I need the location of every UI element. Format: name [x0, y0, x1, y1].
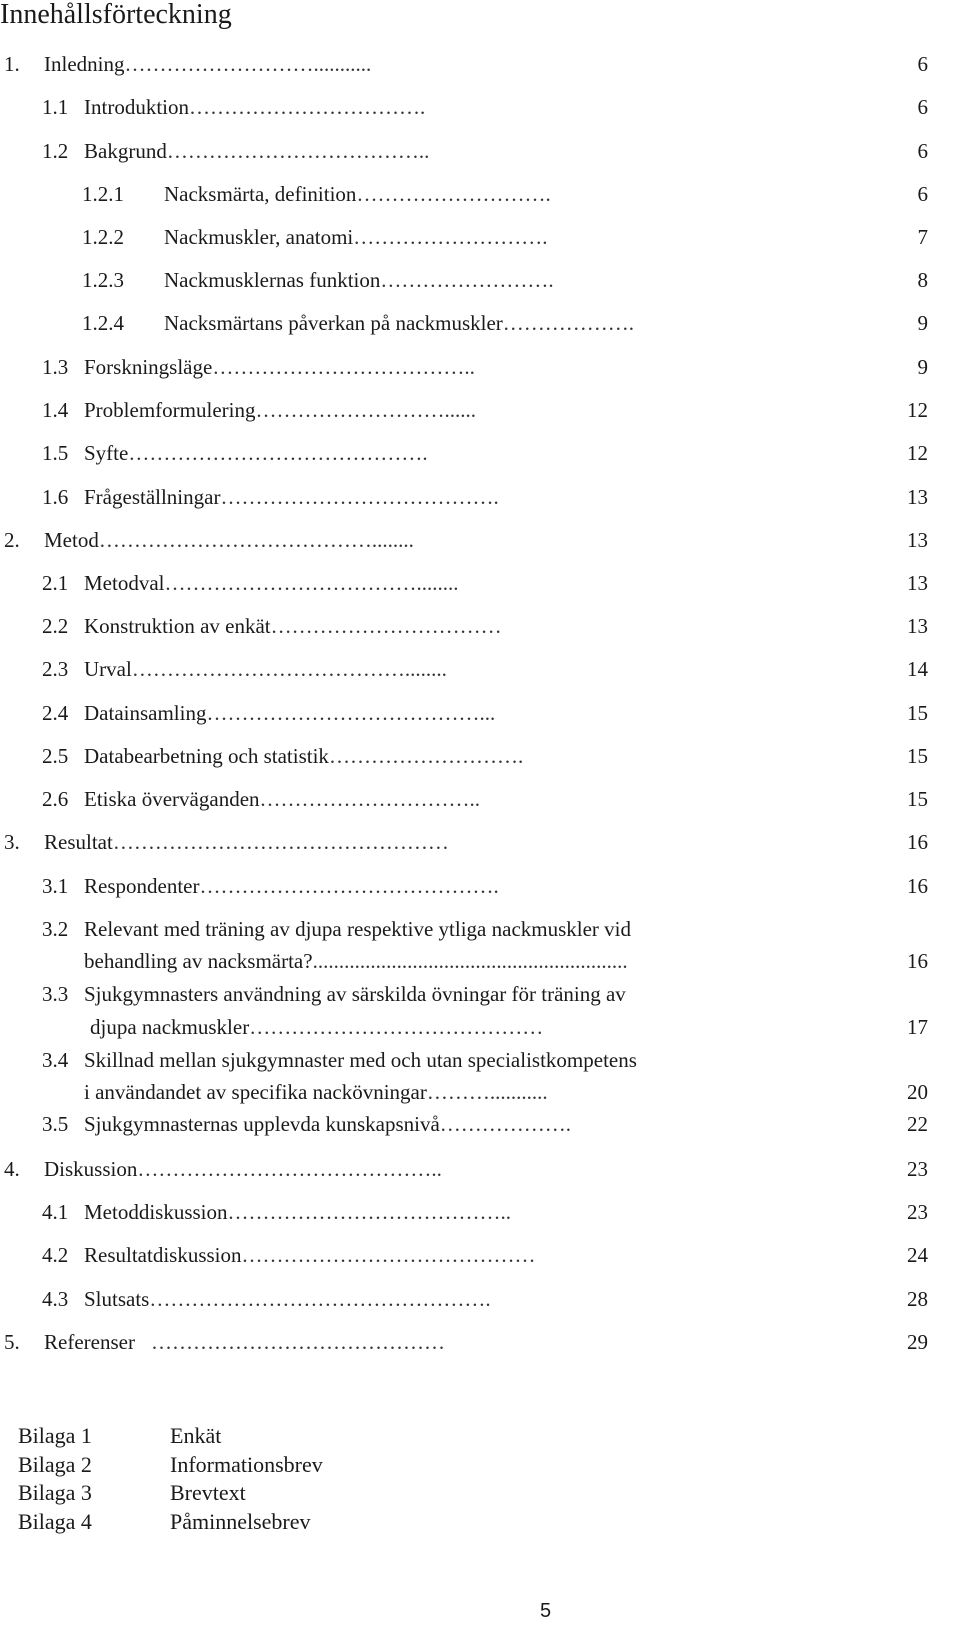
toc-entry[interactable]: [0, 782, 960, 816]
toc-page: 15: [907, 701, 928, 725]
toc-page: 13: [907, 485, 928, 509]
toc-entry-continuation[interactable]: [0, 1075, 960, 1109]
toc-leader: …………………………………..: [227, 1200, 512, 1224]
toc-title: Metodval………………………………........: [84, 571, 459, 595]
page-number: 5: [540, 1600, 552, 1622]
toc-page: 9: [917, 311, 928, 335]
toc-title: Bakgrund………………………………..: [84, 139, 430, 163]
attachment-label: Bilaga 3: [18, 1480, 92, 1505]
toc-title: Sjukgymnasternas upplevda kunskapsnivå……………….: [84, 1112, 572, 1136]
toc-title: Syfte…………………………………….: [84, 441, 428, 465]
attachment-name: Brevtext: [170, 1480, 246, 1505]
toc-page: 17: [907, 1015, 928, 1039]
toc-number: 4.1: [42, 1200, 69, 1224]
toc-title: Sjukgymnasters användning av särskilda övningar för träning av: [84, 982, 626, 1006]
toc-leader: ………………………………..: [212, 355, 475, 379]
attachment-label: Bilaga 4: [18, 1509, 92, 1534]
toc-page: 6: [917, 52, 928, 76]
toc-page: 28: [907, 1287, 928, 1311]
toc-page: 9: [917, 355, 928, 379]
toc-number: 1.5: [42, 441, 69, 465]
attachment-name: Påminnelsebrev: [170, 1509, 311, 1534]
toc-page: 12: [907, 441, 928, 465]
toc-page: 6: [917, 182, 928, 206]
toc-title: Referenser ……………………………………: [44, 1330, 445, 1354]
toc-leader: …………………….: [380, 268, 554, 292]
toc-title: Urval…………………………………........: [84, 657, 447, 681]
toc-number: 2.: [4, 528, 20, 552]
toc-entry[interactable]: [0, 306, 960, 340]
toc-entry[interactable]: [0, 1282, 960, 1316]
toc-entry[interactable]: [0, 1195, 960, 1229]
toc-number: 3.2: [42, 917, 69, 941]
toc-leader: ……………….: [439, 1112, 572, 1136]
toc-page: 14: [907, 657, 928, 681]
toc-title: Inledning………………………...........: [44, 52, 372, 76]
attachment-label: Bilaga 2: [18, 1452, 92, 1477]
attachment-row[interactable]: [0, 1478, 960, 1508]
toc-entry[interactable]: [0, 1152, 960, 1186]
toc-page: 23: [907, 1157, 928, 1181]
toc-title: Databearbetning och statistik……………………….: [84, 744, 524, 768]
toc-leader: ……………………………: [270, 614, 502, 638]
toc-entry[interactable]: [0, 263, 960, 297]
toc-number: 2.1: [42, 571, 69, 595]
attachment-name: Enkät: [170, 1423, 222, 1448]
toc-number: 4.: [4, 1157, 20, 1181]
toc-title: Nackmuskler, anatomi……………………….: [164, 225, 548, 249]
toc-entry[interactable]: [0, 739, 960, 773]
toc-entry[interactable]: [0, 90, 960, 124]
toc-number: 1.2.3: [82, 268, 124, 292]
toc-leader: ………………………...........: [124, 52, 372, 76]
toc-page: 13: [907, 614, 928, 638]
toc-page: 24: [907, 1243, 928, 1267]
toc-leader: ……………………………………..: [137, 1157, 442, 1181]
attachment-label: Bilaga 1: [18, 1423, 92, 1448]
toc-leader: ……………….: [502, 311, 635, 335]
toc-number: 2.5: [42, 744, 69, 768]
toc-entry-continuation[interactable]: [0, 944, 960, 978]
toc-entry[interactable]: [0, 869, 960, 903]
toc-number: 2.2: [42, 614, 69, 638]
toc-leader: …………………………………………: [112, 830, 449, 854]
toc-title: Etiska överväganden…………………………..: [84, 787, 481, 811]
toc-number: 1.4: [42, 398, 69, 422]
toc-title: Nacksmärta, definition……………………….: [164, 182, 551, 206]
toc-title: Metoddiskussion…………………………………..: [84, 1200, 512, 1224]
attachment-row[interactable]: [0, 1450, 960, 1480]
toc-page: 13: [907, 571, 928, 595]
toc-leader: …………………………………........: [131, 657, 447, 681]
toc-title: Datainsamling…………………………………...: [84, 701, 496, 725]
toc-leader: ……………………….: [353, 225, 548, 249]
toc-title: Metod…………………………………........: [44, 528, 414, 552]
toc-entry[interactable]: [0, 436, 960, 470]
toc-leader: ……………………….: [356, 182, 551, 206]
toc-title: Introduktion…………………………….: [84, 95, 426, 119]
toc-entry[interactable]: [0, 1325, 960, 1359]
toc-title: Nacksmärtans påverkan på nackmuskler……………….: [164, 311, 635, 335]
toc-leader: ………………………………..: [166, 139, 430, 163]
toc-leader: ……………………………………: [150, 1330, 445, 1354]
toc-page: 6: [917, 139, 928, 163]
toc-entry[interactable]: [0, 696, 960, 730]
toc-number: 1.2.2: [82, 225, 124, 249]
toc-page: 16: [907, 830, 928, 854]
toc-number: 4.2: [42, 1243, 69, 1267]
toc-number: 2.4: [42, 701, 69, 725]
toc-entry[interactable]: [0, 480, 960, 514]
toc-number: 2.3: [42, 657, 69, 681]
toc-entry[interactable]: [0, 47, 960, 81]
toc-title: Problemformulering………………………......: [84, 398, 476, 422]
toc-number: 1.3: [42, 355, 69, 379]
toc-title: Konstruktion av enkät……………………………: [84, 614, 502, 638]
toc-number: 1.: [4, 52, 20, 76]
attachment-row[interactable]: [0, 1421, 960, 1451]
toc-page: 23: [907, 1200, 928, 1224]
toc-page: 20: [907, 1080, 928, 1104]
toc-leader: ............................................................: [312, 949, 628, 973]
toc-leader: ………...........: [426, 1080, 548, 1104]
toc-number: 3.1: [42, 874, 69, 898]
toc-number: 1.2: [42, 139, 69, 163]
toc-title: Relevant med träning av djupa respektive ytliga nackmuskler vid: [84, 917, 632, 941]
toc-number: 4.3: [42, 1287, 69, 1311]
toc-number: 1.2.1: [82, 182, 124, 206]
toc-page: 15: [907, 787, 928, 811]
toc-entry[interactable]: [0, 177, 960, 211]
toc-entry-continuation[interactable]: [0, 1010, 960, 1044]
toc-page: 8: [917, 268, 928, 292]
toc-title: Slutsats………………………………………….: [84, 1287, 491, 1311]
toc-entry[interactable]: [0, 1238, 960, 1272]
toc-number: 1.1: [42, 95, 69, 119]
toc-entry[interactable]: [0, 977, 960, 1011]
toc-title: Diskussion……………………………………..: [44, 1157, 442, 1181]
toc-page: 13: [907, 528, 928, 552]
toc-leader: …………………………..: [259, 787, 481, 811]
toc-leader: ………………………………………….: [149, 1287, 491, 1311]
toc-heading: Innehållsförteckning: [0, 0, 232, 30]
toc-page: 22: [907, 1112, 928, 1136]
attachment-row[interactable]: [0, 1507, 960, 1537]
toc-title: Resultatdiskussion……………………………………: [84, 1243, 536, 1267]
toc-title: Frågeställningar………………………………….: [84, 485, 499, 509]
toc-entry[interactable]: [0, 393, 960, 427]
toc-entry[interactable]: [0, 220, 960, 254]
toc-title: Resultat…………………………………………: [44, 830, 449, 854]
toc-title-continuation: djupa nackmuskler……………………………………: [90, 1015, 544, 1039]
toc-entry[interactable]: [0, 1107, 960, 1141]
toc-page: 29: [907, 1330, 928, 1354]
toc-number: 5.: [4, 1330, 20, 1354]
toc-entry[interactable]: [0, 1043, 960, 1077]
toc-page: 15: [907, 744, 928, 768]
toc-entry[interactable]: [0, 566, 960, 600]
toc-leader: ………………………......: [255, 398, 476, 422]
toc-leader: ………………………………….: [220, 485, 499, 509]
toc-page: 16: [907, 949, 928, 973]
attachment-name: Informationsbrev: [170, 1452, 323, 1477]
toc-entry[interactable]: [0, 912, 960, 946]
toc-page: 7: [917, 225, 928, 249]
toc-page: 12: [907, 398, 928, 422]
toc-leader: …………………………………...: [206, 701, 496, 725]
toc-leader: ……………………………………: [249, 1015, 544, 1039]
toc-leader: ………………………………........: [164, 571, 459, 595]
toc-leader: ……………………………………: [241, 1243, 536, 1267]
toc-number: 1.2.4: [82, 311, 124, 335]
toc-title: Forskningsläge………………………………..: [84, 355, 475, 379]
toc-title: Nackmusklernas funktion…………………….: [164, 268, 554, 292]
toc-entry[interactable]: [0, 825, 960, 859]
toc-number: 3.3: [42, 982, 69, 1006]
toc-page: 16: [907, 874, 928, 898]
toc-number: 3.4: [42, 1048, 69, 1072]
toc-entry[interactable]: [0, 523, 960, 557]
toc-leader: …………………………………….: [128, 441, 428, 465]
toc-entry[interactable]: [0, 350, 960, 384]
toc-number: 1.6: [42, 485, 69, 509]
toc-number: 3.: [4, 830, 20, 854]
toc-leader: …………………………….: [189, 95, 426, 119]
toc-title: Skillnad mellan sjukgymnaster med och utan specialistkompetens: [84, 1048, 637, 1072]
toc-title-continuation: behandling av nacksmärta?............................................................: [84, 949, 628, 973]
toc-leader: ……………………….: [328, 744, 524, 768]
toc-leader: …………………………………........: [98, 528, 414, 552]
toc-entry[interactable]: [0, 609, 960, 643]
toc-number: 3.5: [42, 1112, 69, 1136]
toc-entry[interactable]: [0, 652, 960, 686]
toc-leader: …………………………………….: [199, 874, 499, 898]
toc-title: Respondenter…………………………………….: [84, 874, 499, 898]
toc-entry[interactable]: [0, 134, 960, 168]
toc-page: 6: [917, 95, 928, 119]
toc-number: 2.6: [42, 787, 69, 811]
toc-title-continuation: i användandet av specifika nackövningar………...........: [84, 1080, 548, 1104]
